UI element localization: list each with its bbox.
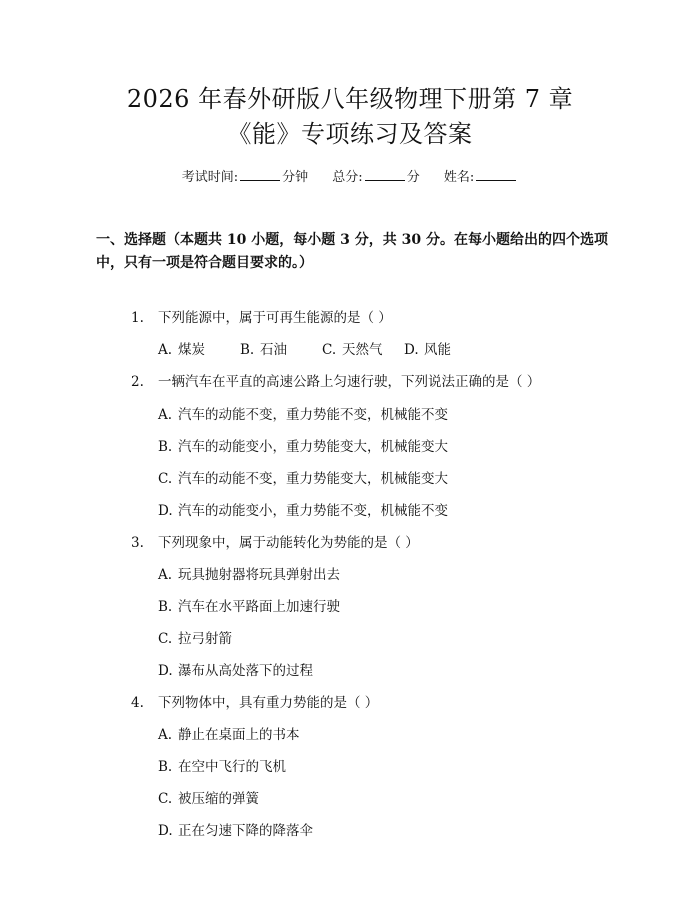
option-text: 被压缩的弹簧	[178, 791, 259, 807]
exam-time-label: 考试时间:	[181, 170, 239, 185]
option-letter: B.	[158, 599, 173, 615]
option-text: 静止在桌面上的书本	[178, 727, 300, 743]
option-text: 石油	[260, 342, 287, 358]
section-heading: 一、选择题（本题共 10 小题，每小题 3 分，共 30 分。在每小题给出的四个选项中，只有一项是符合题目要求的。）	[96, 232, 608, 271]
option-text: 正在匀速下降的降落伞	[178, 823, 313, 839]
option-letter: A.	[158, 567, 173, 583]
option-item	[322, 340, 404, 360]
question-text: 下列现象中，属于动能转化为势能的是（ ）	[158, 535, 419, 551]
option-item	[158, 340, 240, 360]
question-text: 一辆汽车在平直的高速公路上匀速行驶，下列说法正确的是（ ）	[158, 374, 541, 390]
question-text: 下列物体中，具有重力势能的是（ ）	[158, 695, 379, 711]
exam-time-unit: 分钟	[282, 170, 309, 185]
option-item	[158, 597, 340, 617]
document-title-line2: 《能》专项练习及答案	[227, 120, 473, 148]
option-item	[158, 757, 286, 777]
option-letter: D.	[158, 663, 173, 679]
option-item	[158, 501, 448, 521]
option-text: 汽车的动能变小，重力势能不变，机械能不变	[178, 503, 448, 519]
option-item	[158, 821, 313, 841]
total-score-blank	[365, 168, 405, 181]
option-text: 在空中飞行的飞机	[178, 759, 286, 775]
question-stem	[131, 308, 392, 328]
option-item	[158, 725, 300, 745]
option-letter: D.	[158, 503, 173, 519]
option-row	[158, 340, 486, 360]
option-item	[240, 340, 322, 360]
option-item	[158, 437, 448, 457]
option-letter: C.	[158, 471, 173, 487]
option-letter: C.	[158, 791, 173, 807]
option-letter: D.	[158, 823, 173, 839]
question-number: 2.	[131, 374, 144, 390]
student-name-blank	[476, 168, 516, 181]
total-score-field	[332, 170, 424, 185]
question-stem	[131, 533, 419, 553]
option-letter: A.	[158, 727, 173, 743]
option-text: 汽车的动能不变，重力势能不变，机械能不变	[178, 407, 448, 423]
option-text: 玩具抛射器将玩具弹射出去	[178, 567, 340, 583]
option-text: 汽车的动能变小，重力势能变大，机械能变大	[178, 439, 448, 455]
option-letter: C.	[322, 342, 337, 358]
option-text: 汽车的动能不变，重力势能变大，机械能变大	[178, 471, 448, 487]
total-score-label: 总分:	[332, 170, 363, 185]
option-item	[404, 340, 486, 360]
option-item	[158, 789, 259, 809]
option-letter: A.	[158, 407, 173, 423]
document-title-line1: 2026 年春外研版八年级物理下册第 7 章	[126, 85, 574, 113]
option-item	[158, 661, 313, 681]
option-item	[158, 565, 340, 585]
option-letter: A.	[158, 342, 173, 358]
total-score-unit: 分	[406, 170, 420, 185]
option-item	[158, 405, 448, 425]
question-number: 4.	[131, 695, 144, 711]
option-text: 拉弓射箭	[178, 631, 232, 647]
question-number: 3.	[131, 535, 144, 551]
exam-time-field	[182, 170, 313, 185]
option-item	[158, 629, 232, 649]
option-text: 瀑布从高处落下的过程	[178, 663, 313, 679]
option-item	[158, 469, 448, 489]
option-letter: D.	[404, 342, 419, 358]
option-text: 煤炭	[178, 342, 205, 358]
exam-time-blank	[240, 168, 280, 181]
student-name-field	[444, 170, 518, 185]
question-number: 1.	[131, 310, 144, 326]
exam-info-line	[0, 168, 700, 188]
option-text: 汽车在水平路面上加速行驶	[178, 599, 340, 615]
question-text: 下列能源中，属于可再生能源的是（ ）	[158, 310, 392, 326]
option-text: 风能	[424, 342, 451, 358]
option-letter: C.	[158, 631, 173, 647]
question-stem	[131, 693, 378, 713]
option-letter: B.	[240, 342, 255, 358]
option-letter: B.	[158, 759, 173, 775]
question-stem	[131, 372, 540, 392]
student-name-label: 姓名:	[443, 170, 475, 185]
option-text: 天然气	[342, 342, 383, 358]
option-letter: B.	[158, 439, 173, 455]
